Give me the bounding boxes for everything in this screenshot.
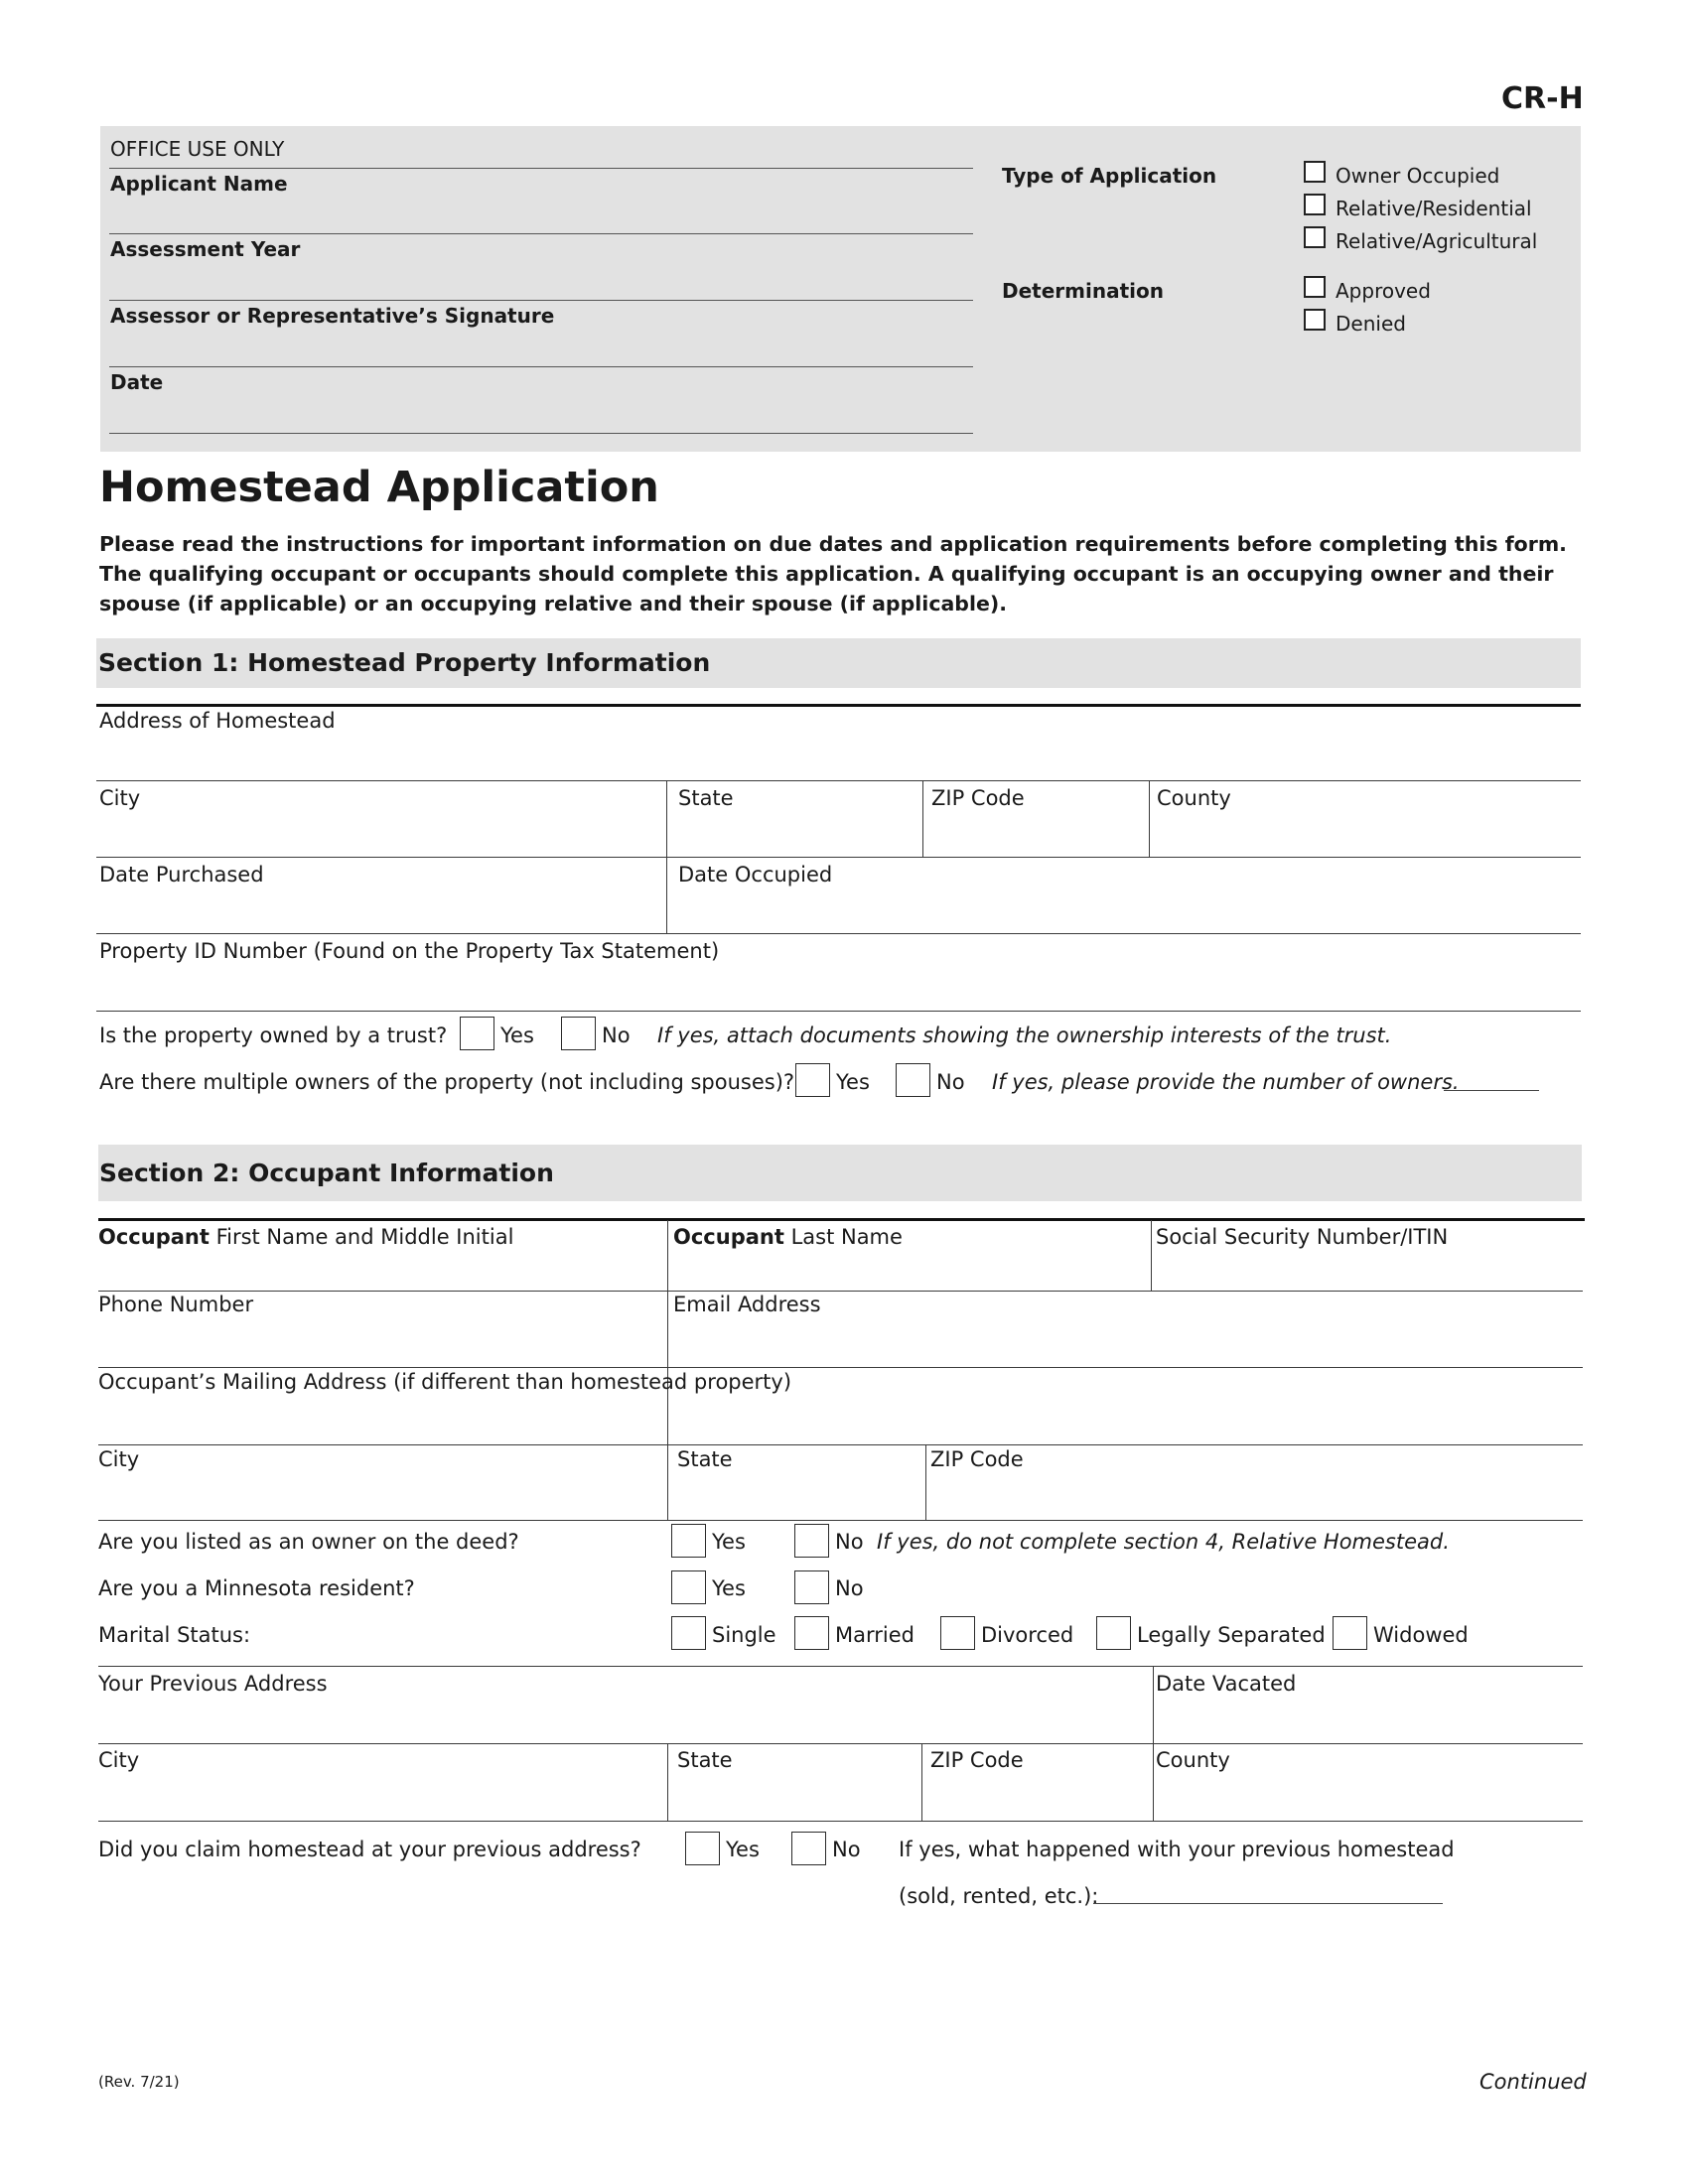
resident-yes-checkbox[interactable]	[671, 1570, 706, 1604]
trust-yes-checkbox[interactable]	[460, 1017, 494, 1050]
office-use-heading: OFFICE USE ONLY	[110, 137, 285, 161]
marital-status-label: Marital Status:	[98, 1623, 251, 1647]
number-of-owners-line[interactable]	[1444, 1090, 1539, 1091]
trust-note: If yes, attach documents showing the ownership interests of the trust.	[657, 1024, 1392, 1047]
prev-homestead-line[interactable]	[1093, 1903, 1443, 1904]
address-of-homestead-label: Address of Homestead	[99, 709, 336, 733]
multi-no-label: No	[936, 1070, 965, 1094]
deed-yes-label: Yes	[712, 1530, 746, 1554]
prev-yes-checkbox[interactable]	[685, 1832, 720, 1865]
single-label: Single	[712, 1623, 776, 1647]
multiple-owners-question: Are there multiple owners of the property (not including spouses)?	[99, 1070, 795, 1094]
multi-note: If yes, please provide the number of owners.	[992, 1070, 1460, 1094]
prev-no-checkbox[interactable]	[791, 1832, 826, 1865]
widowed-checkbox[interactable]	[1333, 1616, 1367, 1650]
s2-zip-label: ZIP Code	[930, 1447, 1024, 1471]
denied-checkbox[interactable]	[1304, 309, 1326, 331]
legally-separated-label: Legally Separated	[1137, 1623, 1326, 1647]
revision-label: (Rev. 7/21)	[98, 2073, 180, 2091]
s1-city-label: City	[99, 786, 141, 810]
resident-no-label: No	[835, 1576, 864, 1600]
relative-agricultural-label: Relative/Agricultural	[1336, 229, 1538, 253]
phone-label: Phone Number	[98, 1293, 254, 1316]
section2-heading: Section 2: Occupant Information	[99, 1159, 554, 1187]
s2-state-label: State	[677, 1447, 733, 1471]
owner-occupied-label: Owner Occupied	[1336, 164, 1500, 188]
prev-zip-label: ZIP Code	[930, 1748, 1024, 1772]
divorced-checkbox[interactable]	[940, 1616, 975, 1650]
prev-yes-label: Yes	[726, 1838, 760, 1861]
page-title: Homestead Application	[99, 463, 659, 512]
divorced-label: Divorced	[981, 1623, 1074, 1647]
widowed-label: Widowed	[1373, 1623, 1469, 1647]
prev-note-line2: (sold, rented, etc.):	[899, 1884, 1099, 1908]
occupant-bold: Occupant	[98, 1225, 210, 1249]
owner-occupied-checkbox[interactable]	[1304, 161, 1326, 183]
relative-residential-label: Relative/Residential	[1336, 197, 1532, 220]
approved-checkbox[interactable]	[1304, 276, 1326, 298]
office-date-label: Date	[110, 370, 164, 394]
relative-residential-checkbox[interactable]	[1304, 194, 1326, 215]
prev-county-label: County	[1156, 1748, 1230, 1772]
prev-state-label: State	[677, 1748, 733, 1772]
trust-no-checkbox[interactable]	[561, 1017, 596, 1050]
prev-city-label: City	[98, 1748, 140, 1772]
multi-yes-checkbox[interactable]	[795, 1063, 830, 1097]
office-assessment-year-line[interactable]	[109, 300, 973, 301]
deed-yes-checkbox[interactable]	[671, 1524, 706, 1558]
resident-question: Are you a Minnesota resident?	[98, 1576, 415, 1600]
s1-county-label: County	[1157, 786, 1231, 810]
occupant-last-name-label	[673, 1225, 903, 1249]
previous-address-label: Your Previous Address	[98, 1672, 328, 1696]
office-assessment-year-label: Assessment Year	[110, 237, 301, 261]
deed-no-checkbox[interactable]	[794, 1524, 829, 1558]
occupant-bold-2: Occupant	[673, 1225, 784, 1249]
multi-yes-label: Yes	[836, 1070, 870, 1094]
section1-heading: Section 1: Homestead Property Information	[98, 648, 711, 677]
determination-label: Determination	[1002, 279, 1164, 303]
date-vacated-label: Date Vacated	[1156, 1672, 1297, 1696]
address-of-homestead-field[interactable]	[99, 740, 1579, 779]
type-of-application-label: Type of Application	[1002, 164, 1217, 188]
continued-label: Continued	[1479, 2070, 1587, 2094]
form-code: CR-H	[1501, 81, 1584, 116]
single-checkbox[interactable]	[671, 1616, 706, 1650]
married-checkbox[interactable]	[794, 1616, 829, 1650]
resident-no-checkbox[interactable]	[794, 1570, 829, 1604]
deed-note: If yes, do not complete section 4, Relative Homestead.	[877, 1530, 1450, 1554]
date-purchased-label: Date Purchased	[99, 863, 264, 887]
multi-no-checkbox[interactable]	[896, 1063, 930, 1097]
office-applicant-name-line[interactable]	[109, 233, 973, 234]
office-signature-line[interactable]	[109, 366, 973, 367]
last-name-rest: Last Name	[783, 1225, 903, 1249]
date-occupied-label: Date Occupied	[678, 863, 833, 887]
s1-zip-label: ZIP Code	[931, 786, 1025, 810]
email-label: Email Address	[673, 1293, 821, 1316]
s1-state-label: State	[678, 786, 734, 810]
occupant-first-name-label	[98, 1225, 513, 1249]
ssn-label: Social Security Number/ITIN	[1156, 1225, 1449, 1249]
deed-question: Are you listed as an owner on the deed?	[98, 1530, 519, 1554]
property-id-label: Property ID Number (Found on the Property Tax Statement)	[99, 939, 720, 963]
s2-city-label: City	[98, 1447, 140, 1471]
first-name-rest: First Name and Middle Initial	[209, 1225, 514, 1249]
mailing-address-label: Occupant’s Mailing Address (if different than homestead property)	[98, 1370, 792, 1394]
resident-yes-label: Yes	[712, 1576, 746, 1600]
denied-label: Denied	[1336, 312, 1406, 336]
relative-agricultural-checkbox[interactable]	[1304, 226, 1326, 248]
office-date-line[interactable]	[109, 433, 973, 434]
trust-no-label: No	[602, 1024, 631, 1047]
prev-note-line1: If yes, what happened with your previous homestead	[899, 1838, 1455, 1861]
prev-homestead-question: Did you claim homestead at your previous address?	[98, 1838, 641, 1861]
trust-yes-label: Yes	[500, 1024, 534, 1047]
prev-no-label: No	[832, 1838, 861, 1861]
office-applicant-name-label: Applicant Name	[110, 172, 288, 196]
trust-question: Is the property owned by a trust?	[99, 1024, 448, 1047]
deed-no-label: No	[835, 1530, 864, 1554]
intro-paragraph: Please read the instructions for important information on due dates and application requirements before completing this form. The qualifying occupant or occupants should complete this application. A qualifying occupant is an occupying owner and their spouse (if applicable) or an occupying relative and their spouse (if applicable).	[99, 532, 1567, 615]
legally-separated-checkbox[interactable]	[1096, 1616, 1131, 1650]
approved-label: Approved	[1336, 279, 1431, 303]
married-label: Married	[835, 1623, 914, 1647]
office-signature-label: Assessor or Representative’s Signature	[110, 304, 555, 328]
